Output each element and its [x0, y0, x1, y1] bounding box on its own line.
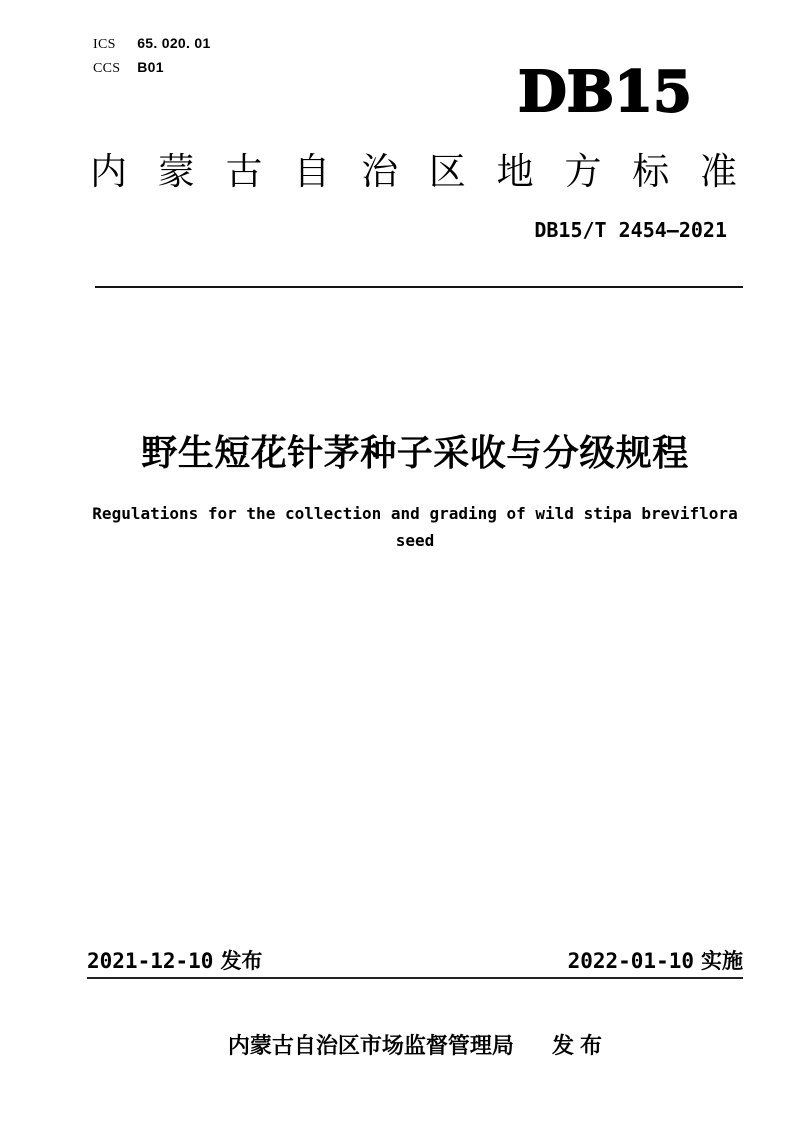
ics-value: 65. 020. 01: [137, 35, 211, 51]
standard-type-title: 内蒙古自治区地方标准: [90, 151, 737, 192]
issue-date: 2021-12-10: [87, 949, 214, 973]
publish-label: 发 布: [551, 1033, 603, 1058]
document-title-english: Regulations for the collection and grading of wild stipa breviflora seed: [92, 504, 738, 550]
issue-date-label: 发布: [220, 950, 263, 973]
ics-code-row: [93, 32, 211, 56]
db15-logo: DB15: [518, 59, 692, 125]
publisher-name: 内蒙古自治区市场监督管理局: [227, 1033, 514, 1058]
issue-date-group: [87, 948, 262, 975]
classification-codes: [93, 32, 211, 80]
implement-date-group: [568, 948, 743, 975]
ccs-label: CCS: [93, 61, 121, 76]
ccs-value: B01: [137, 59, 164, 75]
ccs-code-row: [93, 56, 211, 80]
standard-number: DB15/T 2454—2021: [534, 218, 727, 242]
implement-date-label: 实施: [701, 950, 743, 973]
footer-divider-line: [87, 977, 743, 979]
publisher-row: [87, 1029, 743, 1060]
header-divider-line: [95, 286, 743, 288]
implement-date: 2022-01-10: [567, 949, 694, 973]
ics-label: ICS: [93, 37, 116, 52]
dates-row: [87, 948, 743, 975]
document-title-chinese: 野生短花针茅种子采收与分级规程: [141, 432, 689, 473]
